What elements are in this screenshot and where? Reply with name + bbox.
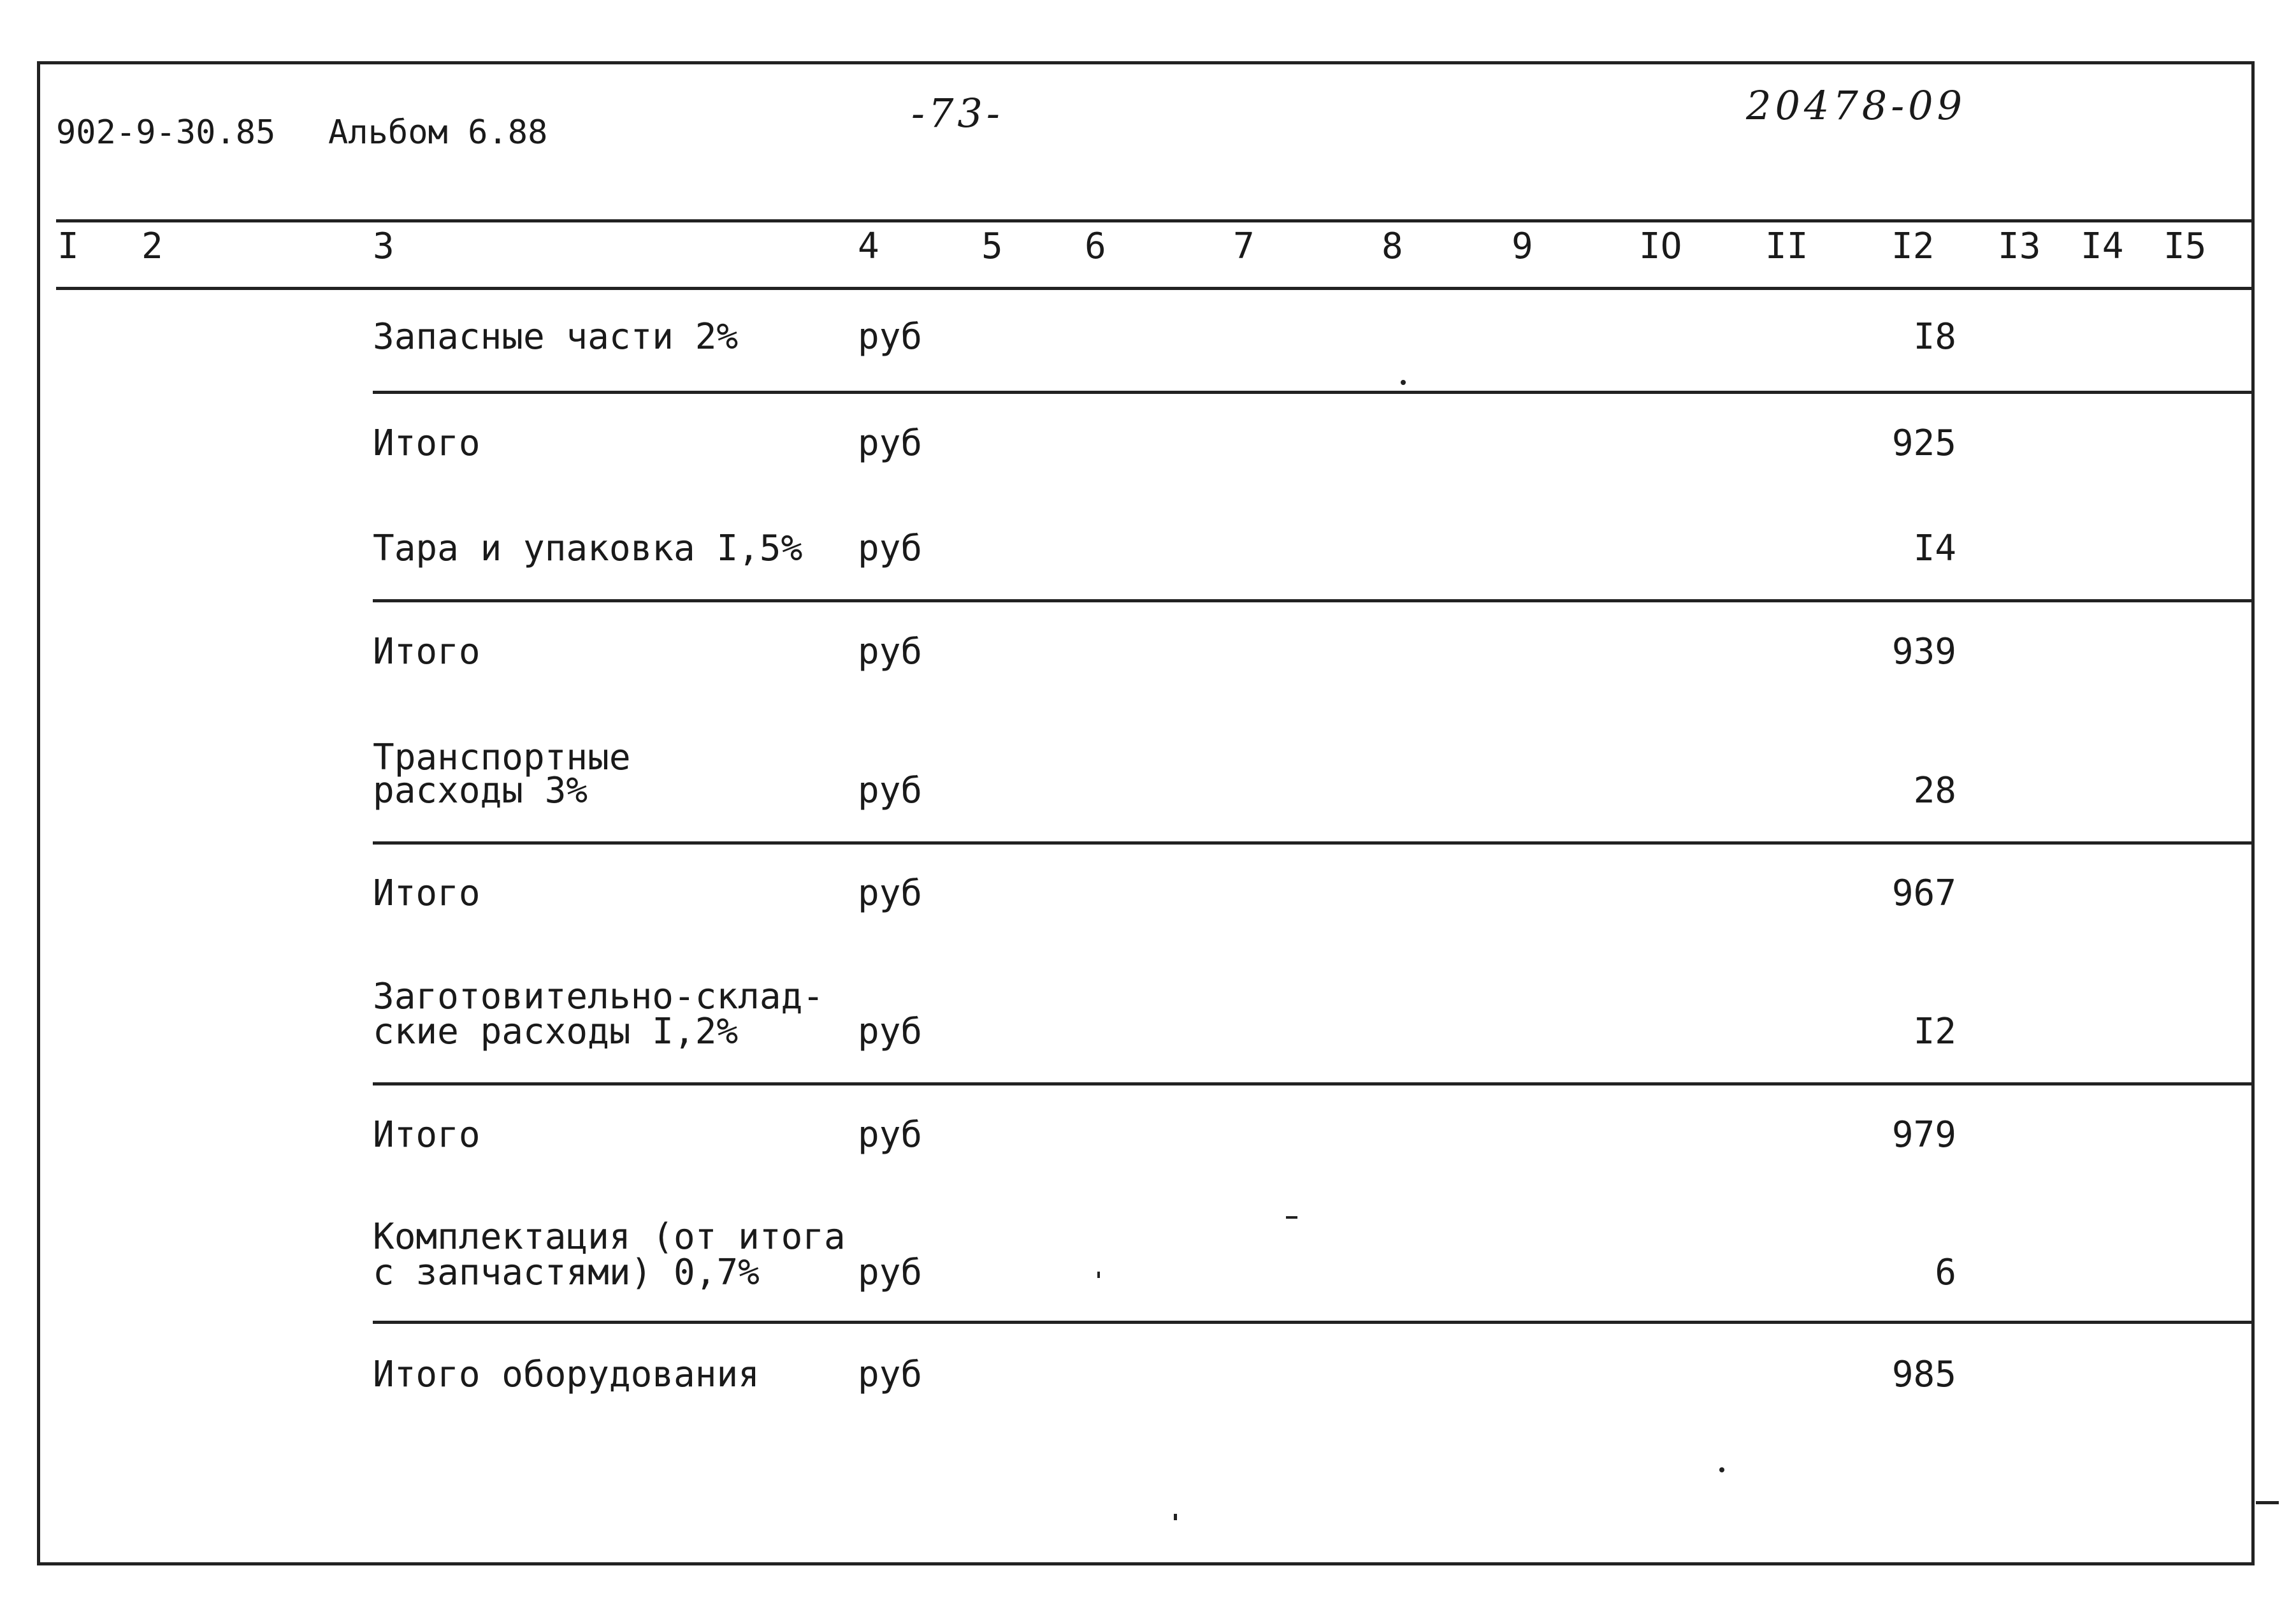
row-2-unit: руб	[858, 423, 923, 464]
album-label: Альбом 6.88	[328, 113, 548, 152]
row-9-description-line-2: с запчастями) 0,7%	[373, 1252, 760, 1293]
row-divider	[373, 391, 2255, 394]
row-5-description-line-1: Транспортные	[373, 737, 631, 778]
row-9-value: 6	[1935, 1252, 1956, 1293]
row-9-unit: руб	[858, 1252, 923, 1293]
row-5-description-line-2: расходы 3%	[373, 770, 588, 811]
scan-speck	[1719, 1467, 1724, 1472]
column-number-5: 5	[981, 226, 1003, 267]
column-number-4: 4	[858, 226, 879, 267]
column-number-14: I4	[2081, 226, 2124, 267]
row-8-description: Итого	[373, 1114, 480, 1156]
row-10-description: Итого оборудования	[373, 1354, 760, 1395]
row-8-unit: руб	[858, 1114, 923, 1156]
column-number-12: I2	[1891, 226, 1935, 267]
row-divider	[373, 599, 2255, 602]
row-1-value: I8	[1913, 316, 1956, 358]
row-8-value: 979	[1891, 1114, 1956, 1156]
row-6-description: Итого	[373, 873, 480, 914]
row-9-description-line-1: Комплектация (от итога	[373, 1216, 846, 1258]
row-7-description-line-1: Заготовительно-склад-	[373, 976, 825, 1017]
row-7-description-line-2: ские расходы I,2%	[373, 1011, 739, 1052]
scan-speck	[1174, 1514, 1177, 1520]
row-3-value: I4	[1913, 528, 1956, 569]
column-header-bottom-rule	[56, 287, 2255, 290]
column-number-2: 2	[141, 226, 163, 267]
row-7-value: I2	[1913, 1011, 1956, 1052]
row-6-unit: руб	[858, 873, 923, 914]
row-6-value: 967	[1891, 873, 1956, 914]
row-2-value: 925	[1891, 423, 1956, 464]
row-7-unit: руб	[858, 1011, 923, 1052]
row-4-description: Итого	[373, 631, 480, 672]
scan-speck	[1401, 380, 1406, 385]
column-number-3: 3	[373, 226, 394, 267]
row-4-value: 939	[1891, 631, 1956, 672]
row-2-description: Итого	[373, 423, 480, 464]
column-header-top-rule	[56, 219, 2255, 222]
scan-speck	[1097, 1272, 1100, 1278]
row-5-value: 28	[1913, 770, 1956, 811]
sheet-code: 20478-09	[1746, 82, 1967, 129]
row-3-description: Тара и упаковка I,5%	[373, 528, 803, 569]
column-number-1: I	[57, 226, 79, 267]
column-number-6: 6	[1085, 226, 1106, 267]
column-number-13: I3	[1998, 226, 2041, 267]
column-number-15: I5	[2163, 226, 2207, 267]
row-10-unit: руб	[858, 1354, 923, 1395]
scan-speck	[1286, 1216, 1297, 1219]
row-divider	[373, 1082, 2255, 1085]
column-number-10: IO	[1639, 226, 1682, 267]
row-divider	[373, 1321, 2255, 1324]
row-10-value: 985	[1891, 1354, 1956, 1395]
row-1-description: Запасные части 2%	[373, 316, 739, 358]
row-4-unit: руб	[858, 631, 923, 672]
frame-edge-tick	[2256, 1501, 2279, 1504]
row-3-unit: руб	[858, 528, 923, 569]
row-divider	[373, 841, 2255, 845]
column-number-8: 8	[1382, 226, 1403, 267]
page-number: -73-	[911, 90, 1004, 136]
doc-code: 902-9-30.85	[56, 113, 276, 152]
row-1-unit: руб	[858, 316, 923, 358]
column-number-11: II	[1765, 226, 1809, 267]
column-number-9: 9	[1512, 226, 1533, 267]
row-5-unit: руб	[858, 770, 923, 811]
column-number-7: 7	[1233, 226, 1255, 267]
